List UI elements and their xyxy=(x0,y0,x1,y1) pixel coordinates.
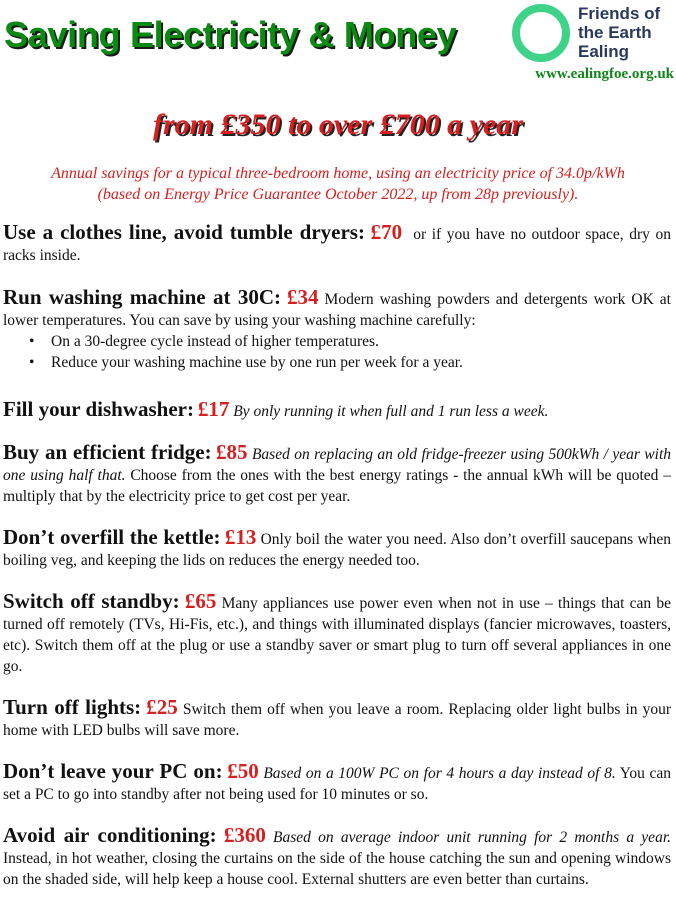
tip-amount: £85 xyxy=(216,440,248,464)
tip-heading: Turn off lights: xyxy=(3,695,142,719)
logo-text xyxy=(578,4,660,61)
tip-heading: Switch off standby: xyxy=(3,589,180,613)
tip-amount: £34 xyxy=(287,285,319,309)
tip-lights xyxy=(3,697,671,741)
tip-washing-machine xyxy=(3,287,671,373)
tips-list xyxy=(3,222,671,890)
tip-note: Based on replacing an old fridge-freezer using 500kWh / year with one using half that. xyxy=(3,446,672,484)
tip-pc xyxy=(3,761,671,805)
tip-text: You can set a PC to go into standby after not being used for 10 minutes or so. xyxy=(3,765,672,803)
tip-text: or if you have no outdoor space, dry on racks inside. xyxy=(3,226,671,264)
intro-line-2: (based on Energy Price Guarantee October 2022, up from 28p previously). xyxy=(97,186,579,203)
tip-text: Many appliances use power even when not in use – things that can be turned off remotely (TVs, Hi-Fis, etc.), and things with illuminated displays (fancier microwaves, toasters, etc). Switch them off at the plug or use a standby saver or smart plug to turn off several appliances in one go. xyxy=(3,595,672,675)
tip-heading: Don’t leave your PC on: xyxy=(3,759,223,783)
tip-amount: £13 xyxy=(224,525,257,549)
tip-text: Switch them off when you leave a room. Replacing older light bulbs in your home with LED bulbs will save more. xyxy=(3,701,672,739)
tip-text: Instead, in hot weather, closing the curtains on the side of the house catching the sun and opening windows on the shaded side, will help keep a house cool. External shutters are even better than curtains. xyxy=(3,850,671,888)
tip-fridge xyxy=(3,442,671,507)
tip-dishwasher xyxy=(3,399,671,422)
tip-amount: £25 xyxy=(146,695,178,719)
logo-line-2: the Earth xyxy=(578,23,652,42)
tip-clothes-line xyxy=(3,222,671,266)
tip-heading: Don’t overfill the kettle: xyxy=(3,525,221,549)
logo-line-1: Friends of xyxy=(578,4,661,23)
bullet-item: • Reduce your washing machine use by one run per week for a year. xyxy=(29,352,671,373)
tip-standby xyxy=(3,591,671,677)
tip-heading: Avoid air conditioning: xyxy=(3,823,217,847)
tip-amount: £50 xyxy=(227,759,259,783)
tip-bullets xyxy=(3,331,671,373)
website-link[interactable]: www.ealingfoe.org.uk xyxy=(535,66,674,82)
tip-kettle xyxy=(3,527,671,571)
tip-note: By only running it when full and 1 run less a week. xyxy=(233,403,549,420)
tip-text: Only boil the water you need. Also don’t overfill saucepans when boiling veg, and keeping the lids on reduces the energy needed too. xyxy=(3,531,672,569)
tip-amount: £360 xyxy=(223,823,266,847)
tip-note: Based on average indoor unit running for 2 months a year. xyxy=(273,829,672,846)
tip-text: Modern washing powders and detergents work OK at lower temperatures. You can save by using your washing machine carefully: xyxy=(3,291,671,329)
page-title: Saving Electricity & Money xyxy=(4,14,457,55)
intro-line-1: Annual savings for a typical three-bedroom home, using an electricity price of 34.0p/kWh xyxy=(51,165,625,182)
tip-note: Based on a 100W PC on for 4 hours a day instead of 8. xyxy=(263,765,616,782)
tip-amount: £70 xyxy=(370,220,403,244)
tip-heading: Fill your dishwasher: xyxy=(3,397,194,421)
subtitle: from £350 to over £700 a year xyxy=(153,108,523,141)
intro-text xyxy=(0,163,676,205)
bullet-item: • On a 30-degree cycle instead of higher temperatures. xyxy=(29,331,671,352)
tip-amount: £17 xyxy=(197,397,230,421)
tip-heading: Run washing machine at 30C: xyxy=(3,285,282,309)
tip-air-conditioning xyxy=(3,825,671,890)
tip-text: Choose from the ones with the best energy ratings - the annual kWh will be quoted – multiply that by the electricity price to get cost per year. xyxy=(3,467,671,505)
ring-icon xyxy=(512,4,570,62)
tip-heading: Use a clothes line, avoid tumble dryers: xyxy=(3,220,365,244)
tip-amount: £65 xyxy=(184,589,217,613)
tip-heading: Buy an efficient fridge: xyxy=(3,440,212,464)
logo-line-3: Ealing xyxy=(578,42,630,61)
